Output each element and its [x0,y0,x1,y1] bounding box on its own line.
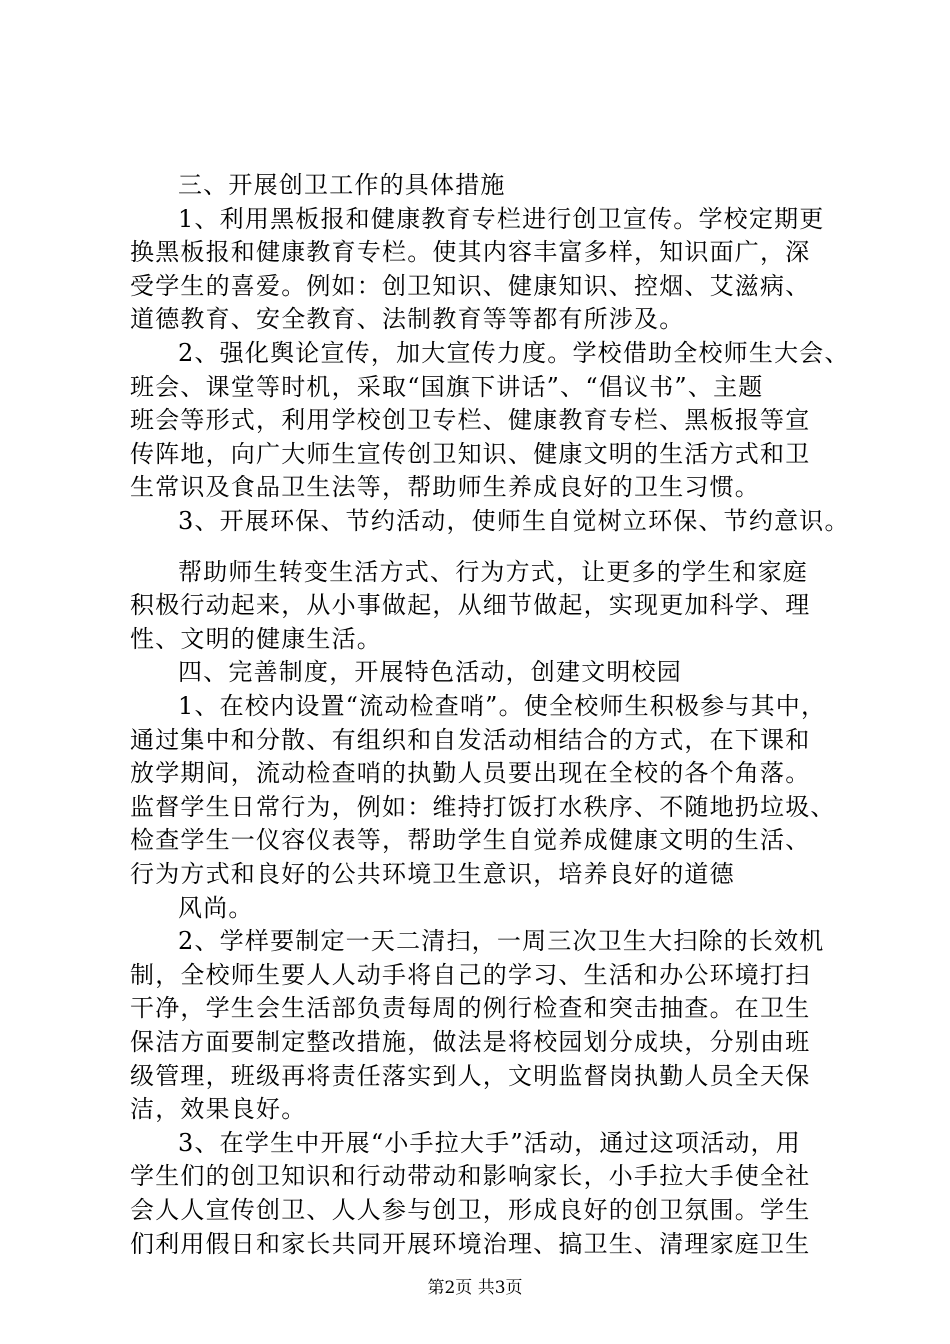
paragraph-line: 帮助师生转变生活方式、行为方式，让更多的学生和家庭 [178,557,808,586]
paragraph-line: 班会等形式，利用学校创卫专栏、健康教育专栏、黑板报等宣 [130,406,811,435]
paragraph-line: 3、在学生中开展“小手拉大手”活动，通过这项活动，用 [178,1128,802,1157]
paragraph-line: 会人人宣传创卫、人人参与创卫，形成良好的创卫氛围。学生 [130,1196,811,1224]
paragraph-line: 们利用假日和家长共同开展环境治理、搞卫生、清理家庭卫生 [130,1229,811,1258]
paragraph-line: 检查学生一仪容仪表等，帮助学生自觉养成健康文明的生活、 [130,826,811,855]
paragraph-line: 2、学样要制定一天二清扫，一周三次卫生大扫除的长效机 [178,927,825,956]
paragraph-line: 监督学生日常行为，例如：维持打饭打水秩序、不随地扔垃圾、 [130,792,836,821]
paragraph-line: 生常识及食品卫生法等，帮助师生养成良好的卫生习惯。 [130,473,760,502]
section-heading: 三、开展创卫工作的具体措施 [178,171,506,199]
paragraph-line: 受学生的喜爱。例如：创卫知识、健康知识、控烟、艾滋病、 [130,271,811,300]
paragraph-line: 制，全校师生要人人动手将自己的学习、生活和办公环境打扫 [130,960,811,989]
paragraph-line: 风尚。 [178,893,254,922]
section-heading: 四、完善制度，开展特色活动，创建文明校园 [178,658,682,687]
paragraph-line: 学生们的创卫知识和行动带动和影响家长，小手拉大手使全社 [130,1162,811,1191]
paragraph-line: 传阵地，向广大师生宣传创卫知识、健康文明的生活方式和卫 [130,439,811,468]
paragraph-line: 通过集中和分散、有组织和自发活动相结合的方式，在下课和 [130,725,811,754]
paragraph-line: 放学期间，流动检查哨的执勤人员要出现在全校的各个角落。 [130,759,811,788]
paragraph-line: 3、开展环保、节约活动，使师生自觉树立环保、节约意识。 [178,507,850,535]
page-footer: 第2页 共3页 [427,1278,523,1298]
paragraph-line: 性、文明的健康生活。 [130,624,382,653]
paragraph-line: 行为方式和良好的公共环境卫生意识，培养良好的道德 [130,860,735,888]
paragraph-line: 换黑板报和健康教育专栏。使其内容丰富多样，知识面广，深 [130,238,811,267]
paragraph-line: 1、利用黑板报和健康教育专栏进行创卫宣传。学校定期更 [178,204,825,233]
paragraph-line: 洁，效果良好。 [130,1095,307,1124]
paragraph-line: 干净，学生会生活部负责每周的例行检查和突击抽查。在卫生 [130,994,811,1023]
paragraph-line: 级管理，班级再将责任落实到人，文明监督岗执勤人员全天保 [130,1061,811,1090]
paragraph-line: 2、强化舆论宣传，加大宣传力度。学校借助全校师生大会、 [178,339,850,367]
paragraph-line: 积极行动起来，从小事做起，从细节做起，实现更加科学、理 [130,591,811,620]
paragraph-line: 1、在校内设置“流动检查哨”。使全校师生积极参与其中， [178,692,827,720]
paragraph-line: 保洁方面要制定整改措施，做法是将校园划分成块，分别由班 [130,1028,811,1056]
paragraph-line: 班会、课堂等时机，采取“国旗下讲话”、“倡议书”、主题 [130,372,764,401]
paragraph-line: 道德教育、安全教育、法制教育等等都有所涉及。 [130,305,685,334]
